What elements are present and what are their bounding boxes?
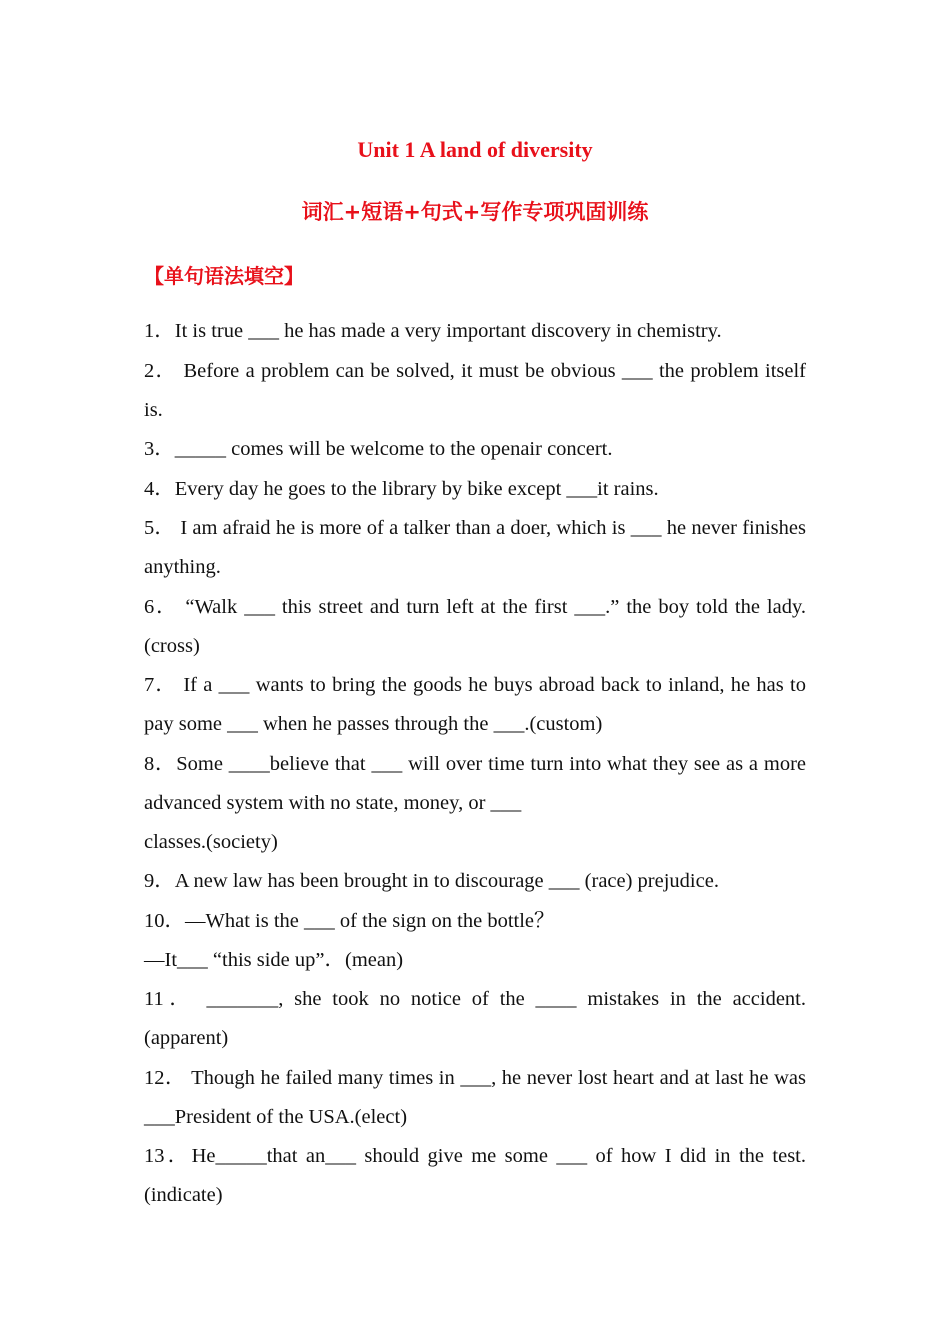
question-11: 11． _______, she took no notice of the ____ mistakes in the accident. (apparent) xyxy=(144,988,806,1049)
question-5: 5． I am afraid he is more of a talker than a doer, which is ___ he never finishes anything. xyxy=(144,517,806,578)
question-8-line-1: 8．Some ____believe that ___ will over time turn into what they see as a more advanced system with no state, money, or ___ xyxy=(144,752,806,814)
question-1: 1．It is true ___ he has made a very important discovery in chemistry. xyxy=(144,320,722,342)
question-6: 6． “Walk ___ this street and turn left at the first ___.” the boy told the lady.(cross) xyxy=(144,595,806,657)
question-8 xyxy=(144,745,806,862)
question-2: 2． Before a problem can be solved, it must be obvious ___ the problem itself is. xyxy=(144,359,806,421)
section-heading: 【单句语法填空】 xyxy=(144,264,304,288)
question-4: 4．Every day he goes to the library by bike except ___it rains. xyxy=(144,477,659,500)
question-list xyxy=(144,312,806,1216)
question-9: 9．A new law has been brought in to discourage ___ (race) prejudice. xyxy=(144,870,719,892)
question-10-line-1: 10．—What is the ___ of the sign on the bottle？ xyxy=(144,909,555,932)
question-3: 3．_____ comes will be welcome to the openair concert. xyxy=(144,438,613,460)
question-13: 13．He_____that an___ should give me some ___ of how I did in the test. (indicate) xyxy=(144,1145,806,1206)
question-12: 12． Though he failed many times in ___, he never lost heart and at last he was ___President of the USA.(elect) xyxy=(144,1066,806,1128)
exercise-subtitle: 词汇+短语+句式+写作专项巩固训练 xyxy=(301,200,649,224)
question-8-line-2: classes.(society) xyxy=(144,830,278,853)
unit-title: Unit 1 A land of diversity xyxy=(357,137,593,162)
question-10-line-2: —It___ “this side up”．(mean) xyxy=(144,948,404,971)
question-10 xyxy=(144,902,806,980)
question-7: 7． If a ___ wants to bring the goods he buys abroad back to inland, he has to pay some ___ when he passes through the ___.(custom) xyxy=(144,674,806,735)
